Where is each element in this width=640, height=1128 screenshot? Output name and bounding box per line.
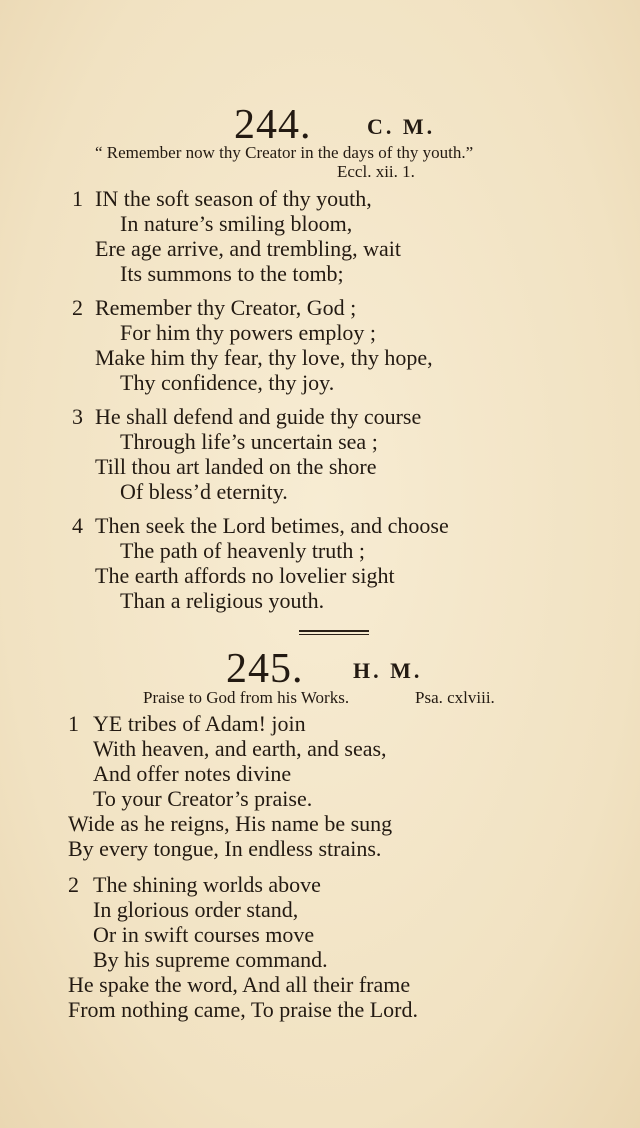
verse-line: To your Creator’s praise.	[93, 786, 313, 811]
verse-line: In nature’s smiling bloom,	[120, 211, 353, 236]
verse-line: And offer notes divine	[93, 761, 292, 786]
verse-line: By every tongue, In endless strains.	[68, 836, 382, 861]
hymn-meter: C. M.	[367, 114, 436, 139]
verse-line: Ere age arrive, and trembling, wait	[95, 236, 402, 261]
verse-line: He spake the word, And all their frame	[68, 972, 411, 997]
verse-line: Its summons to the tomb;	[120, 261, 344, 286]
hymn-epigraph: “ Remember now thy Creator in the days of thy youth.”	[95, 143, 474, 162]
verse-line: Then seek the Lord betimes, and choose	[95, 513, 449, 538]
stanza-number: 1	[68, 711, 79, 736]
verse-line: The shining worlds above	[93, 872, 321, 897]
verse-line: Thy confidence, thy joy.	[120, 370, 335, 395]
verse-line: Of bless’d eternity.	[120, 479, 288, 504]
verse-line: By his supreme command.	[93, 947, 328, 972]
verse-line: From nothing came, To praise the Lord.	[68, 997, 418, 1022]
stanza-number: 4	[72, 513, 83, 538]
verse-line: Than a religious youth.	[120, 588, 325, 613]
verse-line: For him thy powers employ ;	[120, 320, 377, 345]
verse-line: In glorious order stand,	[93, 897, 299, 922]
stanza-number: 2	[68, 872, 79, 897]
hymn-number: 245.	[226, 646, 304, 692]
verse-line: Or in swift courses move	[93, 922, 315, 947]
verse-line: Wide as he reigns, His name be sung	[68, 811, 393, 836]
verse-line: He shall defend and guide thy course	[95, 404, 422, 429]
verse-line: Make him thy fear, thy love, thy hope,	[95, 345, 433, 370]
verse-line: The earth affords no lovelier sight	[95, 563, 395, 588]
hymn-epigraph: Praise to God from his Works.	[143, 688, 350, 707]
stanza-number: 3	[72, 404, 83, 429]
stanza-number: 1	[72, 186, 83, 211]
hymn-meter: H. M.	[353, 658, 423, 683]
verse-line: The path of heavenly truth ;	[120, 538, 365, 563]
hymn-epigraph-reference: Eccl. xii. 1.	[337, 162, 415, 181]
verse-line: Till thou art landed on the shore	[95, 454, 377, 479]
hymn-epigraph-reference: Psa. cxlviii.	[415, 688, 495, 707]
verse-line: With heaven, and earth, and seas,	[93, 736, 387, 761]
verse-line: Remember thy Creator, God ;	[95, 295, 357, 320]
hymn-number: 244.	[234, 102, 312, 148]
stanza-number: 2	[72, 295, 83, 320]
verse-line: IN the soft season of thy youth,	[95, 186, 372, 211]
verse-line: YE tribes of Adam! join	[93, 711, 306, 736]
hymn-divider	[299, 630, 369, 632]
verse-line: Through life’s uncertain sea ;	[120, 429, 378, 454]
